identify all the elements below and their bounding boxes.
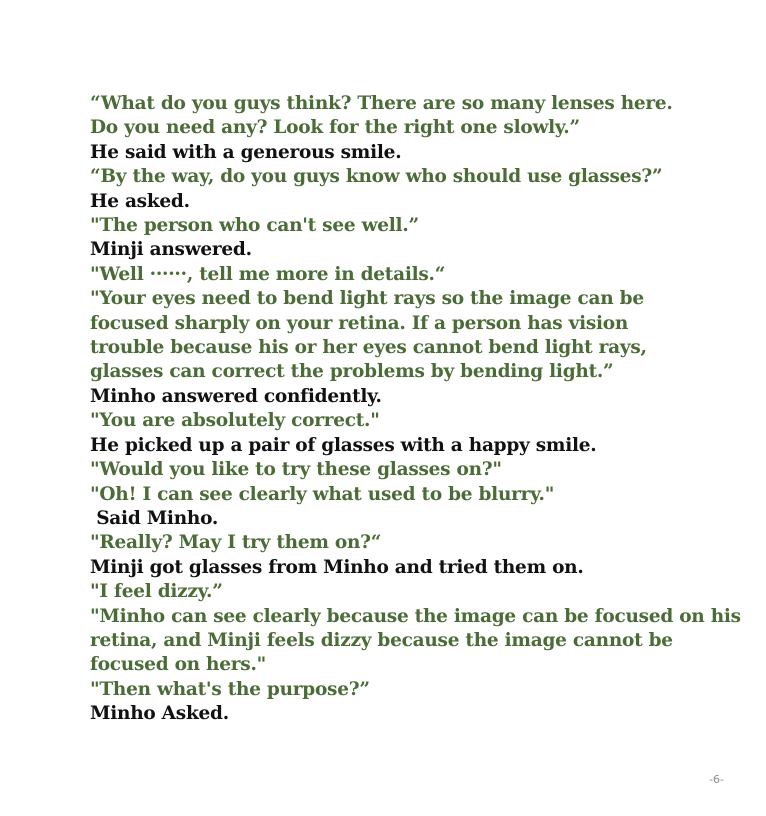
dialogue-line: "Then what's the purpose?” (90, 678, 370, 700)
dialogue-line: "I feel dizzy.” (90, 581, 223, 603)
narration-line: Said Minho. (90, 507, 219, 529)
dialogue-line: trouble because his or her eyes cannot bend light rays, (90, 337, 647, 359)
narration-line: Minji got glasses from Minho and tried them on. (90, 556, 584, 578)
dialogue-line: “By the way, do you guys know who should use glasses?” (90, 166, 663, 188)
narration-line: Minho Asked. (90, 703, 229, 725)
narration-line: He asked. (90, 190, 190, 212)
dialogue-line: retina, and Minji feels dizzy because the image cannot be (90, 629, 673, 651)
dialogue-line: "Really? May I try them on?“ (90, 532, 382, 554)
dialogue-line: "Minho can see clearly because the image can be focused on his (90, 605, 741, 627)
dialogue-line: "Well ······, tell me more in details.“ (90, 263, 446, 285)
page-number: -6- (709, 773, 724, 786)
dialogue-line: Do you need any? Look for the right one slowly.” (90, 117, 580, 139)
dialogue-line: “What do you guys think? There are so many lenses here. (90, 93, 673, 114)
narration-line: Minji answered. (90, 239, 252, 261)
dialogue-line: focused on hers." (90, 654, 267, 676)
dialogue-line: focused sharply on your retina. If a person has vision (90, 312, 629, 334)
narration-line: Minho answered confidently. (90, 385, 382, 407)
dialogue-line: "You are absolutely correct." (90, 410, 380, 432)
dialogue-line: "Would you like to try these glasses on?" (90, 459, 502, 481)
story-text (90, 92, 741, 727)
dialogue-line: glasses can correct the problems by bending light.” (90, 361, 614, 383)
dialogue-line: "Your eyes need to bend light rays so the image can be (90, 288, 644, 310)
narration-line: He said with a generous smile. (90, 141, 402, 163)
narration-line: He picked up a pair of glasses with a happy smile. (90, 434, 597, 456)
dialogue-line: "The person who can't see well.” (90, 215, 419, 237)
dialogue-line: "Oh! I can see clearly what used to be blurry." (90, 483, 555, 505)
